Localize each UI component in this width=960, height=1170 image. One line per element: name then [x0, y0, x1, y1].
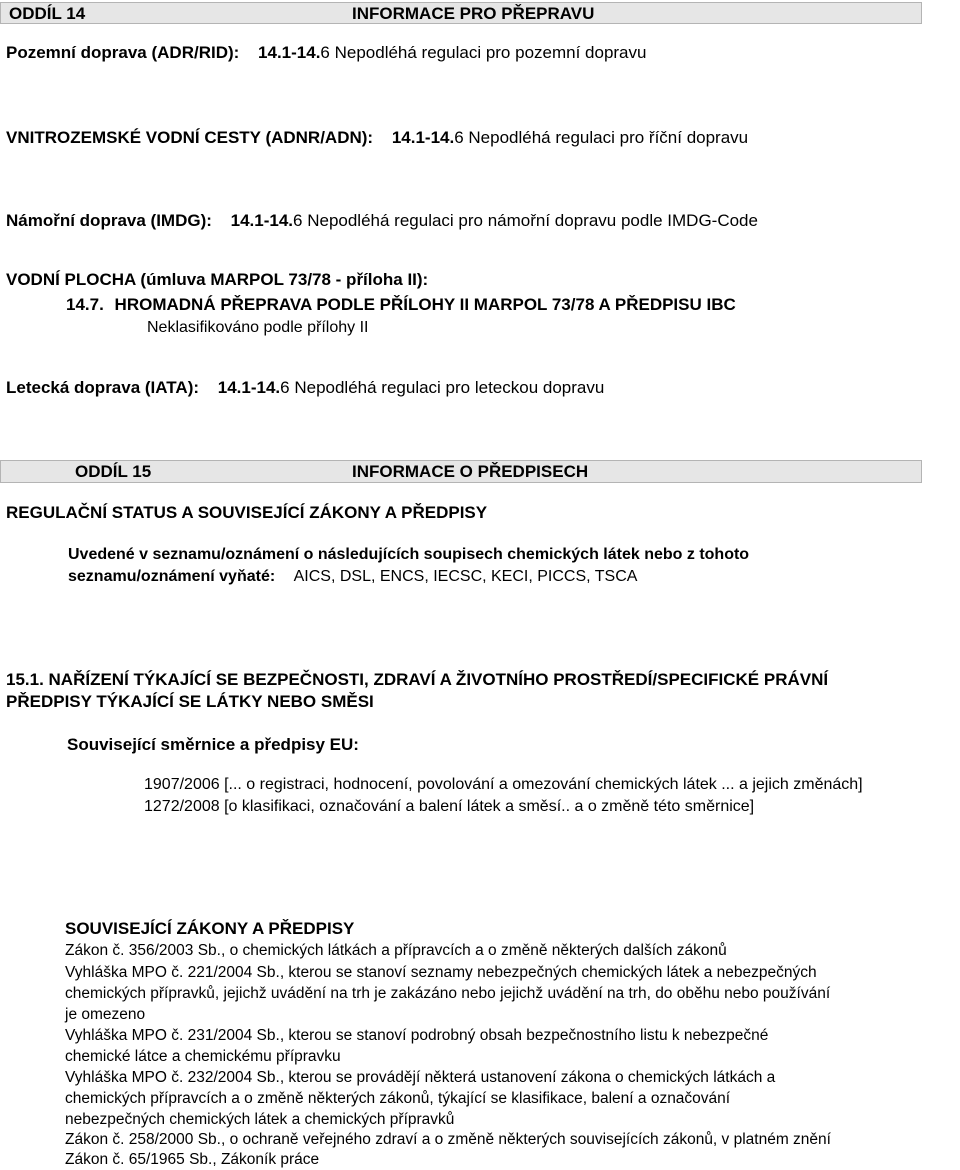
section-14-number: ODDÍL 14 [9, 4, 86, 23]
law-line: je omezeno [65, 1006, 146, 1023]
sea-transport-label: Námořní doprava (IMDG): [6, 211, 212, 230]
section-15-number: ODDÍL 15 [75, 462, 152, 481]
law-line: Zákon č. 356/2003 Sb., o chemických látkách a přípravcích a o změně některých dalších zákonů [65, 942, 727, 959]
inland-waterways-text: 6 Nepodléhá regulaci pro říční dopravu [454, 128, 749, 147]
land-transport-text: 6 Nepodléhá regulaci pro pozemní dopravu [320, 43, 647, 62]
sea-transport-code: 14.1-14. [230, 211, 294, 230]
inland-waterways-code: 14.1-14. [391, 128, 455, 147]
law-line: Zákon č. 65/1965 Sb., Zákoník práce [65, 1151, 320, 1168]
section-15-header [0, 460, 922, 483]
inventory-line-2 [68, 567, 637, 587]
section-15-1-heading-line-2: PŘEDPISY TÝKAJÍCÍ SE LÁTKY NEBO SMĚSI [6, 692, 374, 711]
inventory-exempt-label: seznamu/oznámení vyňaté: [68, 568, 276, 585]
section-14-title: INFORMACE PRO PŘEPRAVU [352, 4, 595, 23]
inland-waterways-row [6, 128, 748, 148]
marpol-label: VODNÍ PLOCHA (úmluva MARPOL 73/78 - příloha II): [6, 270, 429, 289]
eu-directive-item: 1272/2008 [o klasifikaci, označování a balení látek a směsí.. a o změně této směrnice] [144, 798, 755, 815]
section-15-title: INFORMACE O PŘEDPISECH [352, 462, 589, 481]
air-transport-label: Letecká doprava (IATA): [6, 378, 200, 397]
section-14-header [0, 2, 922, 24]
law-line: chemické látce a chemickému přípravku [65, 1048, 341, 1065]
law-line: Vyhláška MPO č. 231/2004 Sb., kterou se stanoví podrobný obsah bezpečnostního listu k nebezpečné [65, 1027, 769, 1044]
air-transport-row [6, 378, 604, 398]
sea-transport-row [6, 211, 758, 231]
law-line: Vyhláška MPO č. 221/2004 Sb., kterou se stanoví seznamy nebezpečných chemických látek a nebezpečných [65, 964, 817, 981]
law-line: chemických přípravků, jejichž uvádění na trh je zakázáno nebo jejichž uvádění na trh, do oběhu nebo používání [65, 985, 831, 1002]
marpol-title: HROMADNÁ PŘEPRAVA PODLE PŘÍLOHY II MARPOL 73/78 A PŘEDPISU IBC [114, 295, 736, 314]
land-transport-row [6, 43, 646, 63]
land-transport-label: Pozemní doprava (ADR/RID): [6, 43, 240, 62]
eu-directive-item: 1907/2006 [... o registraci, hodnocení, povolování a omezování chemických látek ... a jejich změnách] [144, 776, 863, 793]
law-line: Vyhláška MPO č. 232/2004 Sb., kterou se provádějí některá ustanovení zákona o chemických látkách a [65, 1069, 776, 1086]
section-15-1-heading-line-1: 15.1. NAŘÍZENÍ TÝKAJÍCÍ SE BEZPEČNOSTI, ZDRAVÍ A ŽIVOTNÍHO PROSTŘEDÍ/SPECIFICKÉ PRÁVNÍ [6, 670, 829, 689]
sea-transport-text: 6 Nepodléhá regulaci pro námořní dopravu podle IMDG-Code [293, 211, 758, 230]
land-transport-code: 14.1-14. [258, 43, 321, 62]
eu-directives-heading: Související směrnice a předpisy EU: [67, 735, 359, 754]
air-transport-code: 14.1-14. [217, 378, 281, 397]
marpol-code: 14.7. [66, 295, 104, 314]
related-laws-heading: SOUVISEJÍCÍ ZÁKONY A PŘEDPISY [65, 919, 355, 938]
regulatory-status-heading: REGULAČNÍ STATUS A SOUVISEJÍCÍ ZÁKONY A PŘEDPISY [6, 503, 488, 522]
law-line: chemických přípravcích a o změně některých zákonů, týkající se klasifikace, balení a označování [65, 1090, 731, 1107]
inland-waterways-label: VNITROZEMSKÉ VODNÍ CESTY (ADNR/ADN): [6, 128, 374, 147]
marpol-row [66, 295, 736, 315]
inventory-line-1: Uvedené v seznamu/oznámení o následujících soupisech chemických látek nebo z tohoto [68, 546, 750, 563]
law-line: Zákon č. 258/2000 Sb., o ochraně veřejného zdraví a o změně některých souvisejících zákonů, v platném znění [65, 1131, 831, 1148]
marpol-note: Neklasifikováno podle přílohy II [147, 319, 369, 336]
law-line: nebezpečných chemických látek a chemických přípravků [65, 1111, 455, 1128]
air-transport-text: 6 Nepodléhá regulaci pro leteckou dopravu [280, 378, 605, 397]
inventory-list: AICS, DSL, ENCS, IECSC, KECI, PICCS, TSCA [293, 568, 638, 585]
